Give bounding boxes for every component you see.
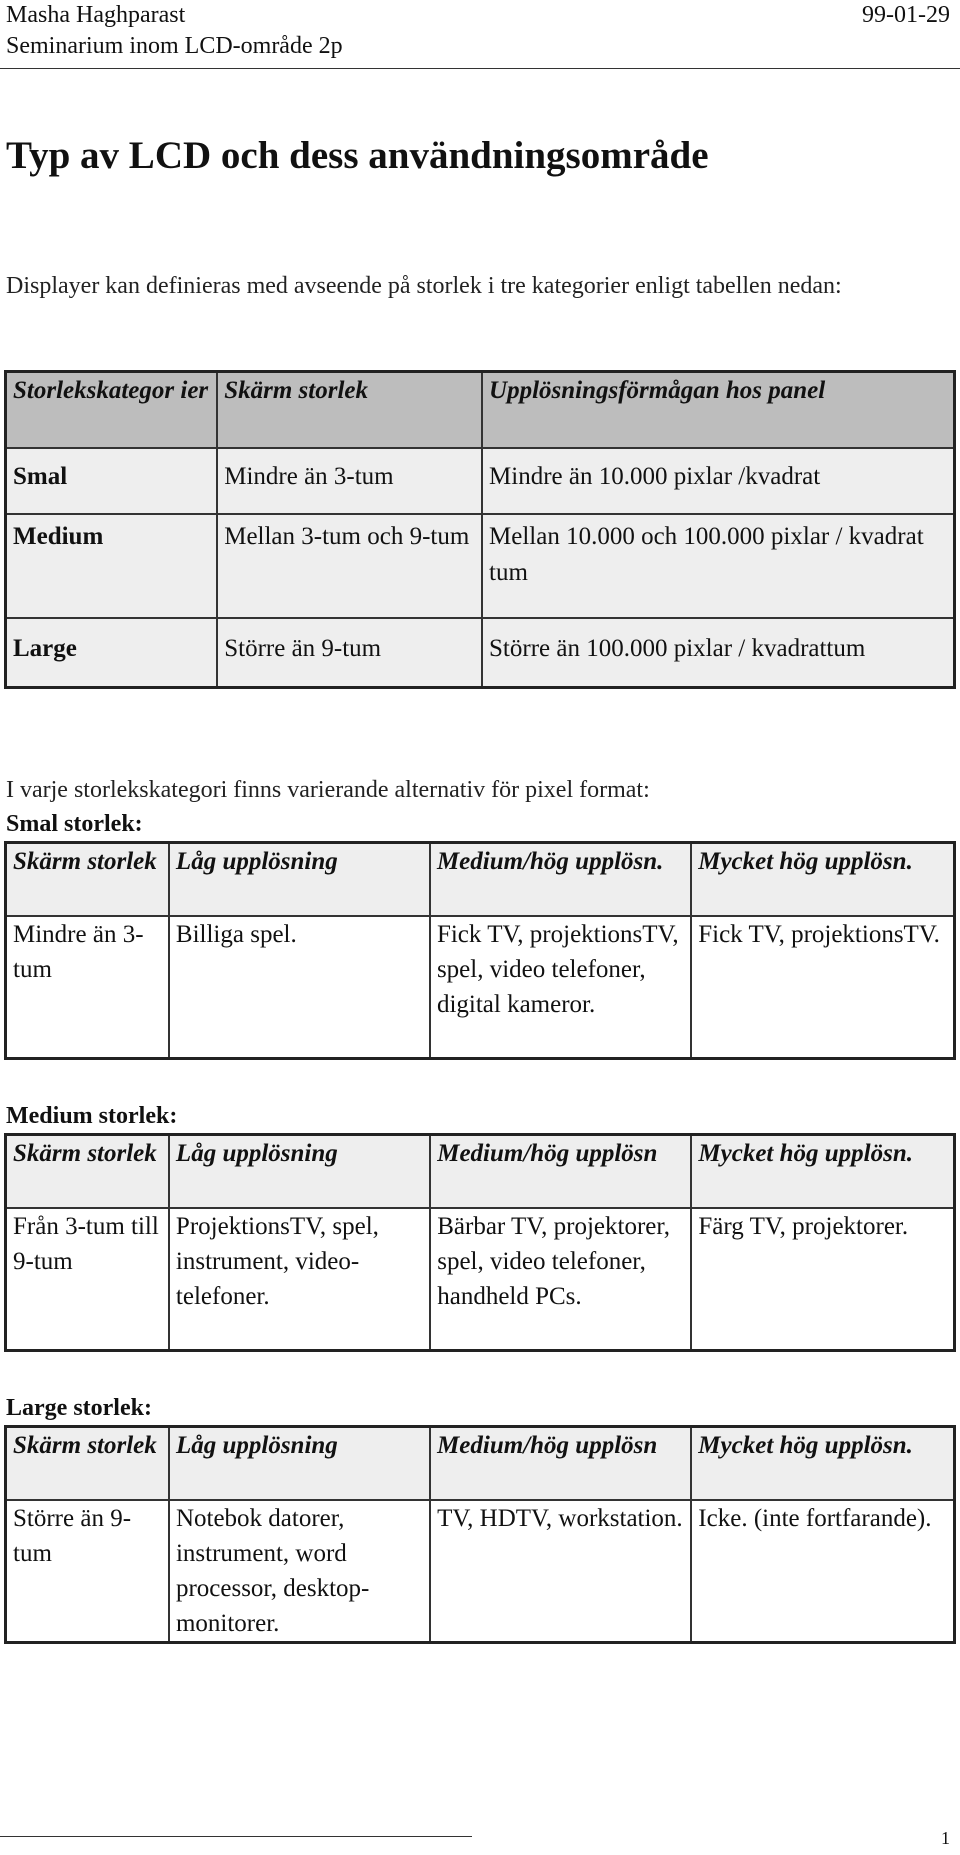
table-header-row [6,843,955,916]
table-row [6,1500,955,1643]
column-header: Låg upplösning [169,1427,430,1500]
large-format-table [4,1425,956,1644]
table-header-row [6,1427,955,1500]
large-heading: Large storlek: [6,1395,152,1421]
column-header: Skärm storlek [217,372,482,448]
table-cell: Mindre än 10.000 pixlar /kvadrat [482,448,954,514]
column-header: Medium/hög upplösn [430,1427,691,1500]
table-cell: Medium [6,514,218,618]
header-date: 99-01-29 [862,2,950,28]
table-cell: Fick TV, projektionsTV, spel, video telefoner, digital kameror. [430,916,691,1059]
table-cell: Mindre än 3-tum [6,916,169,1059]
column-header: Medium/hög upplösn. [430,843,691,916]
table-cell: Notebok datorer, instrument, word processor, desktop-monitorer. [169,1500,430,1643]
table-cell: Smal [6,448,218,514]
table-cell: Large [6,618,218,688]
table-cell: Billiga spel. [169,916,430,1059]
table-row [6,448,955,514]
table-cell: Från 3-tum till 9-tum [6,1208,169,1351]
column-header: Skärm storlek [6,1427,169,1500]
column-header: Mycket hög upplösn. [691,1427,954,1500]
table-cell: Mindre än 3-tum [217,448,482,514]
smal-format-table [4,841,956,1060]
table-row [6,618,955,688]
column-header: Upplösningsförmågan hos panel [482,372,954,448]
page-title: Typ av LCD och dess användningsområde [6,134,709,177]
table-cell: Mellan 3-tum och 9-tum [217,514,482,618]
size-category-table [4,370,956,689]
column-header: Skärm storlek [6,1135,169,1208]
table-cell: Större än 9-tum [6,1500,169,1643]
column-header: Mycket hög upplösn. [691,843,954,916]
table-cell: Bärbar TV, projektorer, spel, video telefoner, handheld PCs. [430,1208,691,1351]
medium-format-table [4,1133,956,1352]
column-header: Låg upplösning [169,843,430,916]
table-cell: Fick TV, projektionsTV. [691,916,954,1059]
page-number: 1 [941,1828,950,1848]
table-row [6,514,955,618]
table-cell: TV, HDTV, workstation. [430,1500,691,1643]
table-row [6,916,955,1059]
table-cell: Icke. (inte fortfarande). [691,1500,954,1643]
table-header-row [6,1135,955,1208]
table-row [6,1208,955,1351]
column-header: Mycket hög upplösn. [691,1135,954,1208]
table-header-row [6,372,955,448]
table-cell: Större än 9-tum [217,618,482,688]
column-header: Skärm storlek [6,843,169,916]
table-cell: Mellan 10.000 och 100.000 pixlar / kvadrat tum [482,514,954,618]
footer-divider [0,1836,472,1837]
table-cell: Färg TV, projektorer. [691,1208,954,1351]
column-header: Medium/hög upplösn [430,1135,691,1208]
column-header: Storlekskategor ier [6,372,218,448]
table-cell: ProjektionsTV, spel, instrument, video-telefoner. [169,1208,430,1351]
medium-heading: Medium storlek: [6,1103,178,1129]
header-course: Seminarium inom LCD-område 2p [6,33,343,59]
header-divider [0,68,960,69]
header-author: Masha Haghparast [6,2,186,28]
format-intro: I varje storlekskategori finns varierande alternativ för pixel format: [6,777,650,803]
smal-heading: Smal storlek: [6,811,143,837]
intro-paragraph: Displayer kan definieras med avseende på storlek i tre kategorier enligt tabellen nedan: [6,273,842,299]
column-header: Låg upplösning [169,1135,430,1208]
table-cell: Större än 100.000 pixlar / kvadrattum [482,618,954,688]
